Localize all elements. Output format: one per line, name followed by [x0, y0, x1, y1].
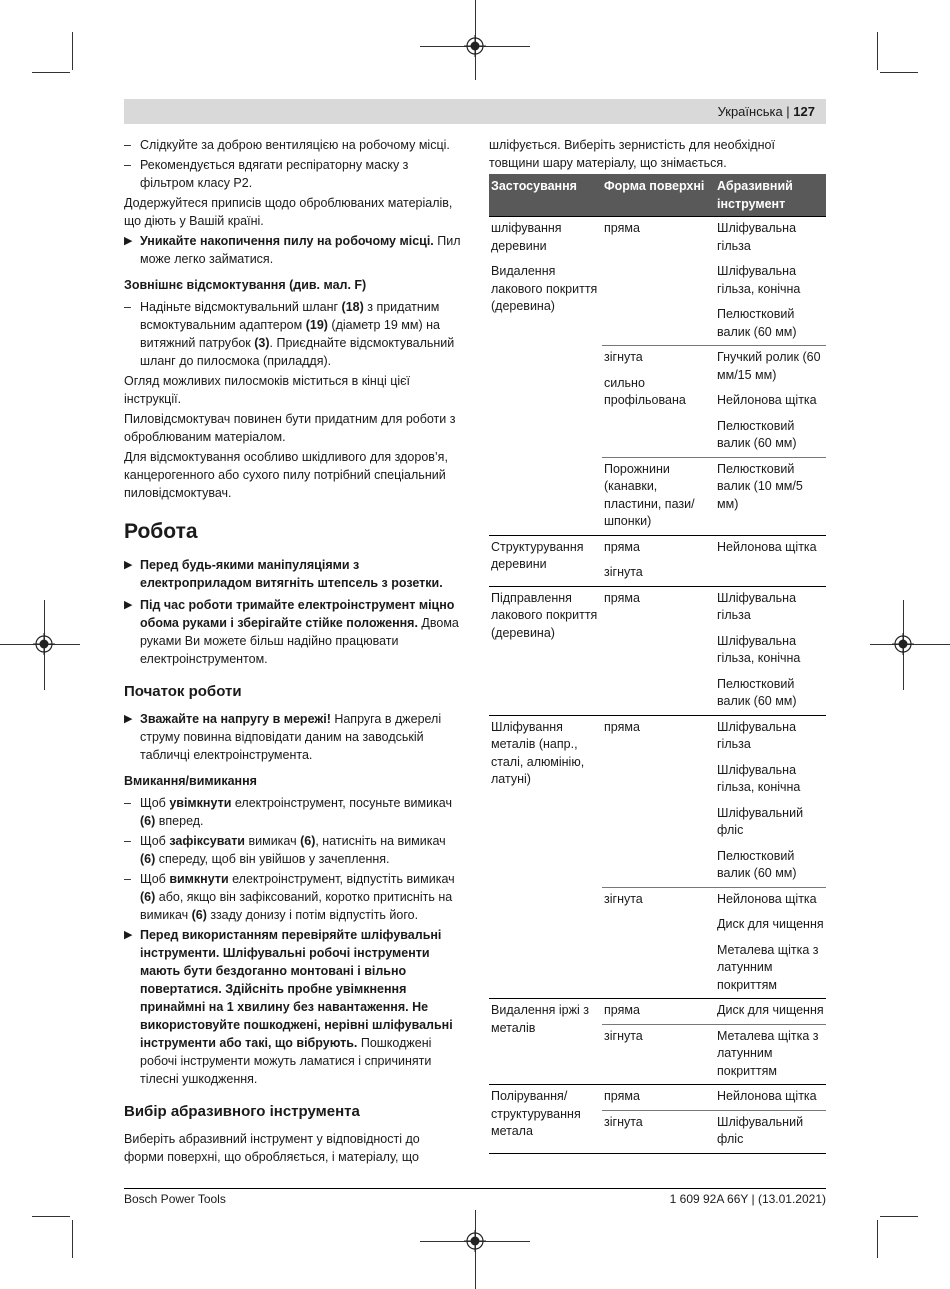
application-text: Видалення лакового покриття (деревина) [491, 264, 598, 313]
warning-item [124, 232, 462, 268]
crop-mark [32, 1216, 70, 1217]
warning-text: Двома руками Ви можете більш надійно працювати електроінструментом. [140, 616, 459, 666]
subheading-extraction: Зовнішнє відсмоктування (див. мал. F) [124, 278, 367, 292]
ref-number: (6) [140, 814, 156, 828]
paragraph: Для відсмоктування особливо шкідливого для здоров’я, канцерогенного або сухого пилу потрібний спеціальний пиловідсмоктувач. [124, 450, 448, 500]
header-text: Українська | 127 [717, 104, 815, 119]
application-cell [489, 535, 602, 586]
table-row [489, 217, 826, 346]
tool-text: Шліфувальний фліс [717, 1114, 804, 1146]
right-column [489, 136, 826, 1154]
tool-cell [715, 457, 826, 535]
tool-text: Нейлонова щітка [717, 393, 817, 407]
shape-text: пряма [604, 539, 640, 554]
subheading-onoff: Вмикання/вимикання [124, 774, 257, 788]
crop-mark [880, 72, 918, 73]
tool-text: Пелюстковий валик (60 мм) [717, 848, 797, 880]
text: ззаду донизу і потім відпустіть його. [206, 908, 419, 922]
shape-cell [602, 535, 715, 586]
tool-text: Шліфувальна гільза [717, 590, 797, 622]
tool-text: Металева щітка з латунним покриттям [717, 1028, 819, 1078]
text: вперед. [155, 814, 204, 828]
tool-cell [715, 1110, 826, 1153]
tool-text: Шліфувальна гільза [717, 719, 797, 751]
paragraph: Огляд можливих пилосмоків міститься в кінці цієї інструкції. [124, 374, 411, 406]
heading-work: Робота [124, 520, 198, 543]
text-bold: вимкнути [169, 872, 229, 886]
table-row [489, 999, 826, 1025]
text-bold: увімкнути [169, 796, 232, 810]
tool-cell [715, 346, 826, 458]
registration-mark-icon [892, 633, 914, 655]
shape-text: пряма [604, 590, 640, 605]
tool-text: Нейлонова щітка [717, 1089, 817, 1103]
text: Щоб [140, 796, 170, 810]
text: , натисніть на вимикач [315, 834, 446, 848]
heading-start: Початок роботи [124, 683, 242, 700]
table-row [489, 715, 826, 887]
application-cell [489, 1085, 602, 1154]
tool-text: Пелюстковий валик (60 мм) [717, 307, 797, 339]
tool-cell [715, 887, 826, 999]
tool-cell [715, 999, 826, 1025]
application-text: шліфування деревини [491, 221, 562, 253]
tool-text: Шліфувальна гільза, конічна [717, 633, 801, 665]
ref-number: (6) [191, 908, 207, 922]
text-bold: зафіксувати [169, 834, 245, 848]
footer-brand: Bosch Power Tools [124, 1192, 226, 1206]
tool-text: Шліфувальна гільза [717, 221, 797, 253]
ext-text-1: Надіньте відсмоктувальний шланг [140, 300, 342, 314]
registration-mark-icon [464, 35, 486, 57]
text: вимикач [245, 834, 301, 848]
shape-cell [602, 887, 715, 999]
shape-text: Порожнини (канавки, пластини, пази/шпонки) [604, 461, 695, 528]
paragraph: Виберіть абразивний інструмент у відповідності до форми поверхні, що обробляється, і матеріалу, що [124, 1132, 420, 1164]
ext-text-4: . Приєднайте відсмоктувальний шланг до пилосмока (приладдя). [140, 336, 455, 368]
list-item: – Щоб увімкнути електроінструмент, посуньте вимикач (6) вперед. [124, 796, 452, 828]
shape-text: пряма [604, 221, 640, 235]
shape-cell [602, 217, 715, 346]
shape-text: пряма [604, 1003, 640, 1017]
registration-mark-icon [33, 633, 55, 655]
dash-text: Рекомендується вдягати респіраторну маску з фільтром класу P2. [140, 158, 409, 190]
tool-text: Шліфувальна гільза, конічна [717, 264, 801, 296]
table-bottom-rule [489, 1153, 826, 1154]
abrasive-table [489, 174, 826, 1154]
ref-number: (6) [140, 890, 156, 904]
shape-text: зігнута [604, 1028, 643, 1043]
application-text: Шліфування металів (напр., сталі, алюмінію, латуні) [491, 719, 585, 786]
tool-cell [715, 586, 826, 715]
shape-text: пряма [604, 719, 640, 734]
registration-mark-icon [464, 1230, 486, 1252]
ref-number: (3) [254, 336, 270, 350]
shape-text: пряма [604, 1089, 640, 1103]
tool-cell [715, 1085, 826, 1111]
application-cell [489, 715, 602, 999]
page-number: 127 [793, 104, 815, 119]
ref-number: (6) [300, 834, 316, 848]
ref-number: (19) [305, 318, 328, 332]
warning-item [124, 926, 462, 1088]
warning-item [124, 556, 462, 592]
warning-bold: Під час роботи тримайте електроінструмент міцно обома руками і зберігайте стійке положення. [140, 598, 455, 630]
shape-cell [602, 999, 715, 1025]
tool-text: Пелюстковий валик (60 мм) [717, 418, 797, 450]
warning-item [124, 596, 462, 668]
tool-cell [715, 535, 826, 586]
tool-text: Диск для чищення [717, 1003, 824, 1017]
tool-text: Нейлонова щітка [717, 891, 817, 906]
crop-mark [880, 1216, 918, 1217]
table-header-row [489, 174, 826, 217]
tool-text: Диск для чищення [717, 917, 824, 931]
footer-doc-id: 1 609 92A 66Y | (13.01.2021) [669, 1192, 826, 1206]
tool-text: Пелюстковий валик (60 мм) [717, 676, 797, 708]
ext-text-3: (діаметр 19 мм) на витяжний патрубок [140, 318, 440, 350]
shape-cell [602, 715, 715, 887]
text: або, якщо він зафіксований, коротко притисніть на вимикач [140, 890, 453, 922]
warning-bold: Уникайте накопичення пилу на робочому місці. [140, 234, 434, 248]
shape-text: сильно профільована [604, 375, 686, 407]
crop-mark [877, 32, 878, 70]
paragraph: шліфується. Виберіть зернистість для необхідної товщини шару матеріалу, що знімається. [489, 138, 775, 170]
table-body [489, 217, 826, 1154]
crop-mark [32, 72, 70, 73]
shape-cell [602, 346, 715, 458]
header-language: Українська [717, 104, 783, 119]
ext-text-2: з придатним всмоктувальним адаптером [140, 300, 440, 332]
shape-cell [602, 1024, 715, 1085]
triangle-bullet-icon: ▶ [124, 929, 133, 941]
text: електроінструмент, посуньте вимикач [231, 796, 452, 810]
application-text: Полірування/ структурування метала [491, 1089, 581, 1138]
tool-text: Шліфувальна гільза, конічна [717, 762, 801, 794]
ref-number: (6) [140, 852, 156, 866]
triangle-bullet-icon: ▶ [124, 713, 133, 725]
table-header-cell: Форма поверхні [602, 174, 715, 217]
table-row [489, 535, 826, 586]
heading-choice: Вибір абразивного інструмента [124, 1103, 360, 1120]
shape-cell [602, 457, 715, 535]
table-header-cell: Застосування [489, 174, 602, 217]
application-cell [489, 999, 602, 1085]
application-cell [489, 217, 602, 536]
paragraph: Пиловідсмоктувач повинен бути придатним для роботи з оброблюваним матеріалом. [124, 412, 456, 444]
table-header-cell: Абразивний інструмент [715, 174, 826, 217]
tool-text: Шліфувальний фліс [717, 805, 804, 837]
application-text: Видалення іржі з металів [491, 1003, 589, 1035]
application-cell [489, 586, 602, 715]
tool-cell [715, 217, 826, 346]
shape-cell [602, 1085, 715, 1111]
shape-text: зігнута [604, 1114, 643, 1129]
crop-mark [72, 32, 73, 70]
shape-text: зігнута [604, 565, 643, 579]
shape-text: зігнута [604, 891, 643, 906]
tool-text: Нейлонова щітка [717, 539, 817, 554]
left-column [124, 136, 462, 1168]
warning-text: Пил може легко займатися. [140, 234, 461, 266]
footer-rule [124, 1188, 826, 1189]
crop-mark [877, 1220, 878, 1258]
text: спереду, щоб він увійшов у зачеплення. [155, 852, 390, 866]
paragraph: Додержуйтеся приписів щодо оброблюваних матеріалів, що діють у Вашій країні. [124, 196, 453, 228]
triangle-bullet-icon: ▶ [124, 559, 133, 571]
text: Щоб [140, 834, 170, 848]
crop-mark [72, 1220, 73, 1258]
warning-text: Пошкоджені робочі інструменти можуть ламатися і спричиняти тілесні ушкодження. [140, 1036, 432, 1086]
shape-cell [602, 1110, 715, 1153]
warning-bold: Зважайте на напругу в мережі! [140, 712, 331, 726]
dash-text: Слідкуйте за доброю вентиляцією на робочому місці. [140, 138, 450, 152]
text: електроінструмент, відпустіть вимикач [228, 872, 455, 886]
warning-bold: Перед будь-якими маніпуляціями з електроприладом витягніть штепсель з розетки. [140, 558, 443, 590]
list-item: – Щоб зафіксувати вимикач (6), натисніть на вимикач (6) спереду, щоб він увійшов у зачеплення. [124, 834, 446, 866]
list-item: – Надіньте відсмоктувальний шланг (18) з придатним всмоктувальним адаптером (19) (діаметр 19 мм) на витяжний патрубок (3). Приєднайте відсмоктувальний шланг до пилосмока (приладдя). [124, 300, 455, 368]
warning-item [124, 710, 462, 764]
shape-cell [602, 586, 715, 715]
list-item: – Рекомендується вдягати респіраторну маску з фільтром класу P2. [124, 158, 409, 190]
page-header [124, 99, 826, 124]
text: Щоб [140, 872, 170, 886]
shape-text: зігнута [604, 350, 643, 364]
triangle-bullet-icon: ▶ [124, 235, 133, 247]
tool-text: Пелюстковий валик (10 мм/5 мм) [717, 461, 803, 511]
triangle-bullet-icon: ▶ [124, 599, 133, 611]
warning-text: Напруга в джерелі струму повинна відповідати даним на заводській табличці електроінструмента. [140, 712, 442, 762]
table-row [489, 586, 826, 715]
list-item: – Щоб вимкнути електроінструмент, відпустіть вимикач (6) або, якщо він зафіксований, коротко притисніть на вимикач (6) ззаду донизу і потім відпустіть його. [124, 872, 455, 922]
ref-number: (18) [341, 300, 364, 314]
warning-bold: Перед використанням перевіряйте шліфувальні інструменти. Шліфувальні робочі інструменти мають бути бездоганно монтовані і вільно повертатися. Здійсніть пробне увімкнення принаймні на 1 хвилину без навантаження. Не використовуйте пошкоджені, нерівні шліфувальні інструменти або такі, що вібрують. [140, 928, 453, 1050]
application-text: Підправлення лакового покриття (деревина) [491, 590, 598, 640]
table-row [489, 1085, 826, 1111]
tool-text: Гнучкий ролик (60 мм/15 мм) [717, 350, 821, 382]
tool-cell [715, 1024, 826, 1085]
application-text: Структурування деревини [491, 539, 584, 571]
list-item: – Слідкуйте за доброю вентиляцією на робочому місці. [124, 138, 450, 152]
tool-text: Металева щітка з латунним покриттям [717, 942, 819, 992]
tool-cell [715, 715, 826, 887]
